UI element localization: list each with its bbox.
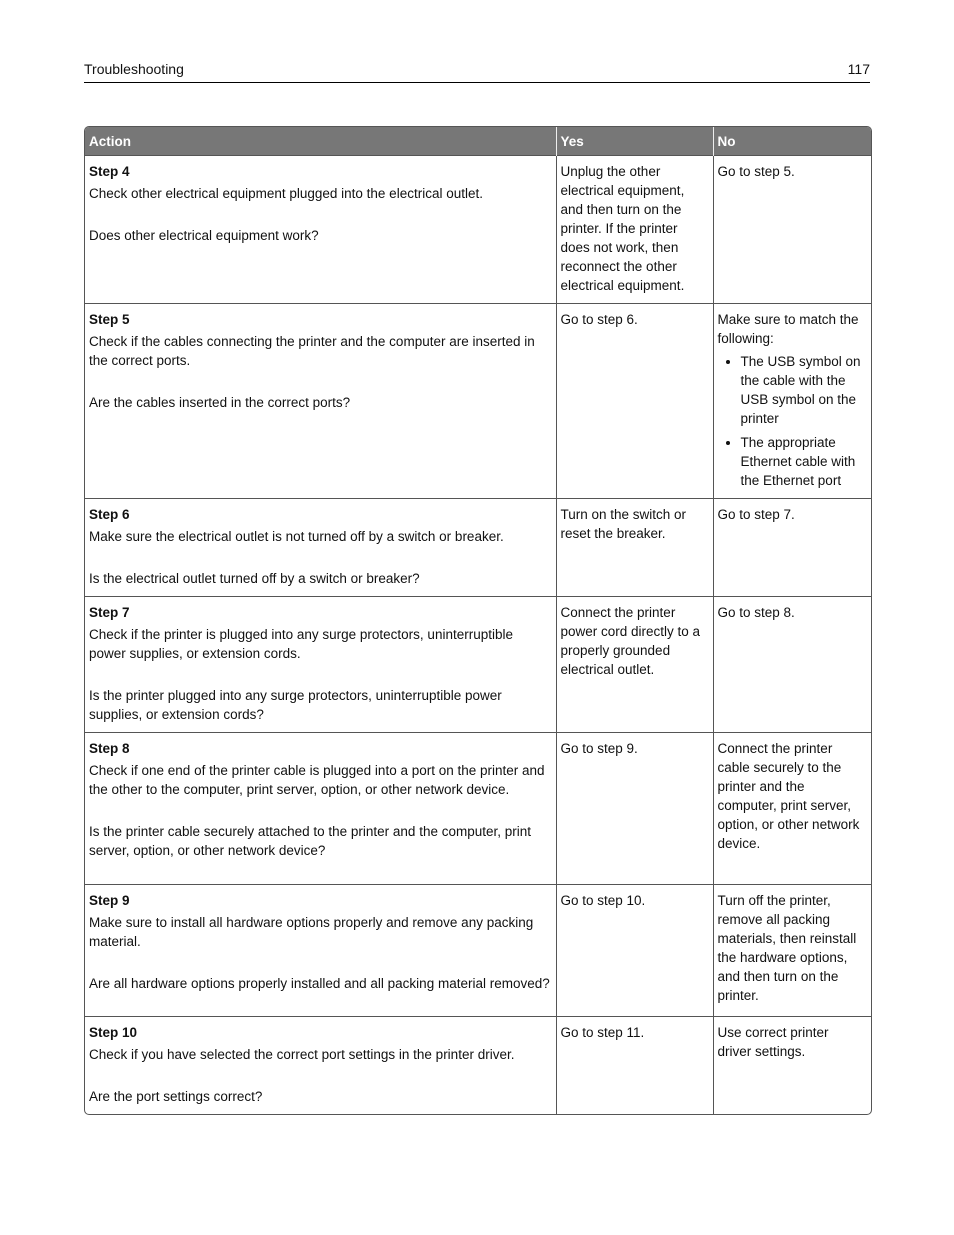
column-header-no: No [713, 127, 871, 156]
table-row [85, 1017, 871, 1115]
step-description: Check if you have selected the correct port settings in the printer driver. [89, 1047, 515, 1062]
page-header [84, 60, 870, 83]
step-description: Check other electrical equipment plugged into the electrical outlet. [89, 186, 483, 201]
step-question: Are all hardware options properly installed and all packing material removed? [89, 976, 550, 991]
step-question: Does other electrical equipment work? [89, 228, 319, 243]
action-cell [85, 597, 556, 733]
action-cell [85, 885, 556, 1017]
no-text: Make sure to match the following: [717, 312, 859, 346]
action-cell [85, 156, 556, 304]
list-item: • The appropriate Ethernet cable with the Ethernet port [741, 433, 867, 490]
no-text: Go to step 7. [717, 507, 795, 522]
step-title: Step 9 [89, 893, 130, 908]
step-title: Step 6 [89, 507, 130, 522]
no-text: Turn off the printer, remove all packing materials, then reinstall the hardware options, and then turn on the printer. [717, 893, 857, 1003]
step-description: Check if the cables connecting the printer and the computer are inserted in the correct ports. [89, 334, 535, 368]
step-title: Step 10 [89, 1025, 138, 1040]
action-cell [85, 733, 556, 885]
step-title: Step 7 [89, 605, 130, 620]
table-row [85, 499, 871, 597]
step-question: Is the printer plugged into any surge protectors, uninterruptible power supplies, or extension cords? [89, 688, 502, 722]
step-description: Make sure to install all hardware options properly and remove any packing material. [89, 915, 534, 949]
step-title: Step 4 [89, 164, 130, 179]
yes-cell [556, 597, 713, 733]
page-number: 117 [847, 61, 870, 77]
table-header-row [85, 127, 871, 156]
step-question: Is the printer cable securely attached to the printer and the computer, print server, option, or other network device? [89, 824, 531, 858]
step-title: Step 5 [89, 312, 130, 327]
no-text: Go to step 5. [717, 164, 795, 179]
step-description: Make sure the electrical outlet is not turned off by a switch or breaker. [89, 529, 504, 544]
no-cell [713, 304, 871, 499]
yes-text: Go to step 10. [560, 893, 646, 908]
yes-text: Unplug the other electrical equipment, and then turn on the printer. If the printer does not work, then reconnect the other electrical equipment. [560, 164, 685, 293]
yes-cell [556, 156, 713, 304]
column-header-action: Action [85, 127, 556, 156]
yes-cell [556, 304, 713, 499]
step-description: Check if the printer is plugged into any surge protectors, uninterruptible power supplies, or extension cords. [89, 627, 513, 661]
table-row [85, 885, 871, 1017]
table-row [85, 156, 871, 304]
yes-text: Go to step 9. [560, 741, 638, 756]
step-question: Are the cables inserted in the correct ports? [89, 395, 351, 410]
table-row [85, 304, 871, 499]
no-cell [713, 733, 871, 885]
no-cell [713, 1017, 871, 1115]
yes-text: Connect the printer power cord directly to a properly grounded electrical outlet. [560, 605, 701, 677]
action-cell [85, 1017, 556, 1115]
yes-text: Go to step 6. [560, 312, 638, 327]
no-cell [713, 597, 871, 733]
column-header-yes: Yes [556, 127, 713, 156]
step-title: Step 8 [89, 741, 130, 756]
yes-cell [556, 1017, 713, 1115]
no-cell [713, 499, 871, 597]
action-cell [85, 499, 556, 597]
table-row [85, 597, 871, 733]
step-question: Is the electrical outlet turned off by a switch or breaker? [89, 571, 420, 586]
table-row [85, 733, 871, 885]
troubleshooting-table [84, 126, 872, 1115]
no-text: Use correct printer driver settings. [717, 1025, 829, 1059]
step-description: Check if one end of the printer cable is plugged into a port on the printer and the other to the computer, print server, option, or other network device. [89, 763, 545, 797]
step-question: Are the port settings correct? [89, 1089, 263, 1104]
no-bullet-list [718, 352, 867, 490]
yes-cell [556, 885, 713, 1017]
action-cell [85, 304, 556, 499]
no-text: Go to step 8. [717, 605, 795, 620]
page-section-title: Troubleshooting [84, 61, 184, 77]
no-cell [713, 156, 871, 304]
yes-cell [556, 499, 713, 597]
no-cell [713, 885, 871, 1017]
yes-cell [556, 733, 713, 885]
list-item: • The USB symbol on the cable with the USB symbol on the printer [741, 352, 867, 428]
yes-text: Turn on the switch or reset the breaker. [560, 507, 687, 541]
no-text: Connect the printer cable securely to the printer and the computer, print server, option, or other network device. [717, 741, 860, 851]
yes-text: Go to step 11. [560, 1025, 645, 1040]
